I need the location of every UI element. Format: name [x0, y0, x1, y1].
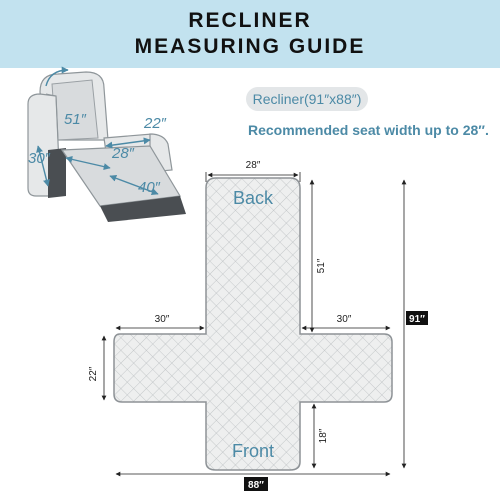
dim-right-arm: 30″	[336, 314, 352, 325]
title-line-2: MEASURING GUIDE	[134, 35, 366, 58]
chair-label-back: 51″	[64, 111, 86, 128]
dim-back-length: 51″	[316, 258, 327, 274]
cover-front-label: Front	[231, 441, 275, 461]
chair-label-arm: 30″	[28, 150, 50, 167]
dim-front-flap: 18″	[318, 428, 329, 444]
chair-label-seat: 28″	[112, 145, 134, 162]
dim-total-length: 91″	[409, 314, 425, 325]
cover-back-label: Back	[232, 188, 274, 208]
title-line-1: RECLINER	[188, 9, 312, 32]
seat-recommendation: Recommended seat width up to 28″.	[248, 122, 489, 138]
recliner-illustration	[28, 70, 186, 222]
chair-label-arm-depth: 22″	[144, 115, 166, 132]
dim-arm-height: 22″	[88, 366, 99, 382]
dim-total-width: 88″	[248, 480, 264, 491]
dim-left-arm: 30″	[154, 314, 170, 325]
chair-label-front: 40″	[138, 179, 160, 196]
dim-top-width: 28″	[245, 160, 261, 171]
model-label: Recliner(91″x88″)	[246, 87, 368, 111]
